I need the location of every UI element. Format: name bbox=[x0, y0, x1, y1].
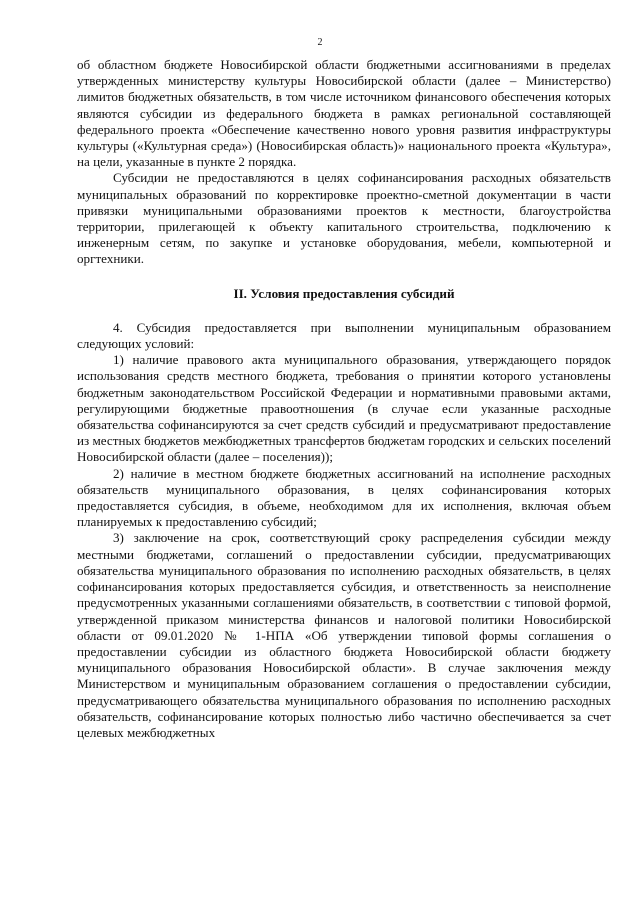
page-number: 2 bbox=[317, 37, 323, 48]
section-heading: II. Условия предоставления субсидий bbox=[233, 285, 455, 301]
item-2-budget-allocations: 2) наличие в местном бюджете бюджетных ассигнований на исполнение расходных обязательств муниципального образования, в целях софинансирования которых предоставляется субсидия, в объеме, необходимом для их исполнения, включая объем планируемых к предоставлению субсидий; bbox=[77, 465, 611, 530]
paragraph-budget-continuation: об областном бюджете Новосибирской области бюджетными ассигнованиями в пределах утвержденных министерству культуры Новосибирской области (далее – Министерство) лимитов бюджетных обязательств, в том числе источником финансового обеспечения которых являются субсидии из федерального бюджета в рамках региональной составляющей федерального проекта «Обеспечение качественно нового уровня развития инфраструктуры культуры («Культурная среда») (Новосибирская область)» национального проекта «Культура», на цели, указанные в пункте 2 порядка. bbox=[77, 57, 611, 170]
item-1-legal-act: 1) наличие правового акта муниципального образования, утверждающего порядок использования средств местного бюджета, требования о принятии которого установлены бюджетным законодательством Российской Федерации и нормативными правовыми актами, регулирующими бюджетные правоотношения (в случае если указанные расходные обязательства софинансируются за счет средств субсидий и предусматривают предоставление из местных бюджетов межбюджетных трансфертов бюджетам городских и сельских поселений Новосибирской области (далее – поселения)); bbox=[77, 352, 611, 465]
paragraph-subsidy-exclusions: Субсидии не предоставляются в целях софинансирования расходных обязательств муниципальных образований по корректировке проектно-сметной документации в части привязки муниципальными образованиями проектов к местности, благоустройства территории, прилегающей к объекту капитального строительства, подключению к инженерным сетям, по закупке и установке оборудования, мебели, компьютерной и оргтехники. bbox=[77, 170, 611, 267]
item-3-agreement: 3) заключение на срок, соответствующий сроку распределения субсидии между местными бюджетами, соглашений о предоставлении субсидии, предусматривающих обязательства муниципального образования по исполнению расходных обязательств, в целях софинансирования которых предоставляется субсидия, и ответственность за неисполнение предусмотренных указанными соглашениями обязательств, в соответствии с типовой формой, утвержденной приказом министерства финансов и налоговой политики Новосибирской области от 09.01.2020 № 1-НПА «Об утверждении типовой формы соглашения о предоставлении субсидии из областного бюджета Новосибирской области бюджету муниципального образования Новосибирской области». В случае заключения между Министерством и муниципальным образованием соглашения о предоставлении субсидии, предусматривающего обязательства муниципального образования по исполнению расходных обязательств, софинансирование которых полностью либо частично обеспечивается за счет целевых межбюджетных bbox=[77, 530, 611, 740]
document-body bbox=[77, 57, 611, 741]
item-4-conditions: 4. Субсидия предоставляется при выполнении муниципальным образованием следующих условий: bbox=[77, 319, 611, 352]
